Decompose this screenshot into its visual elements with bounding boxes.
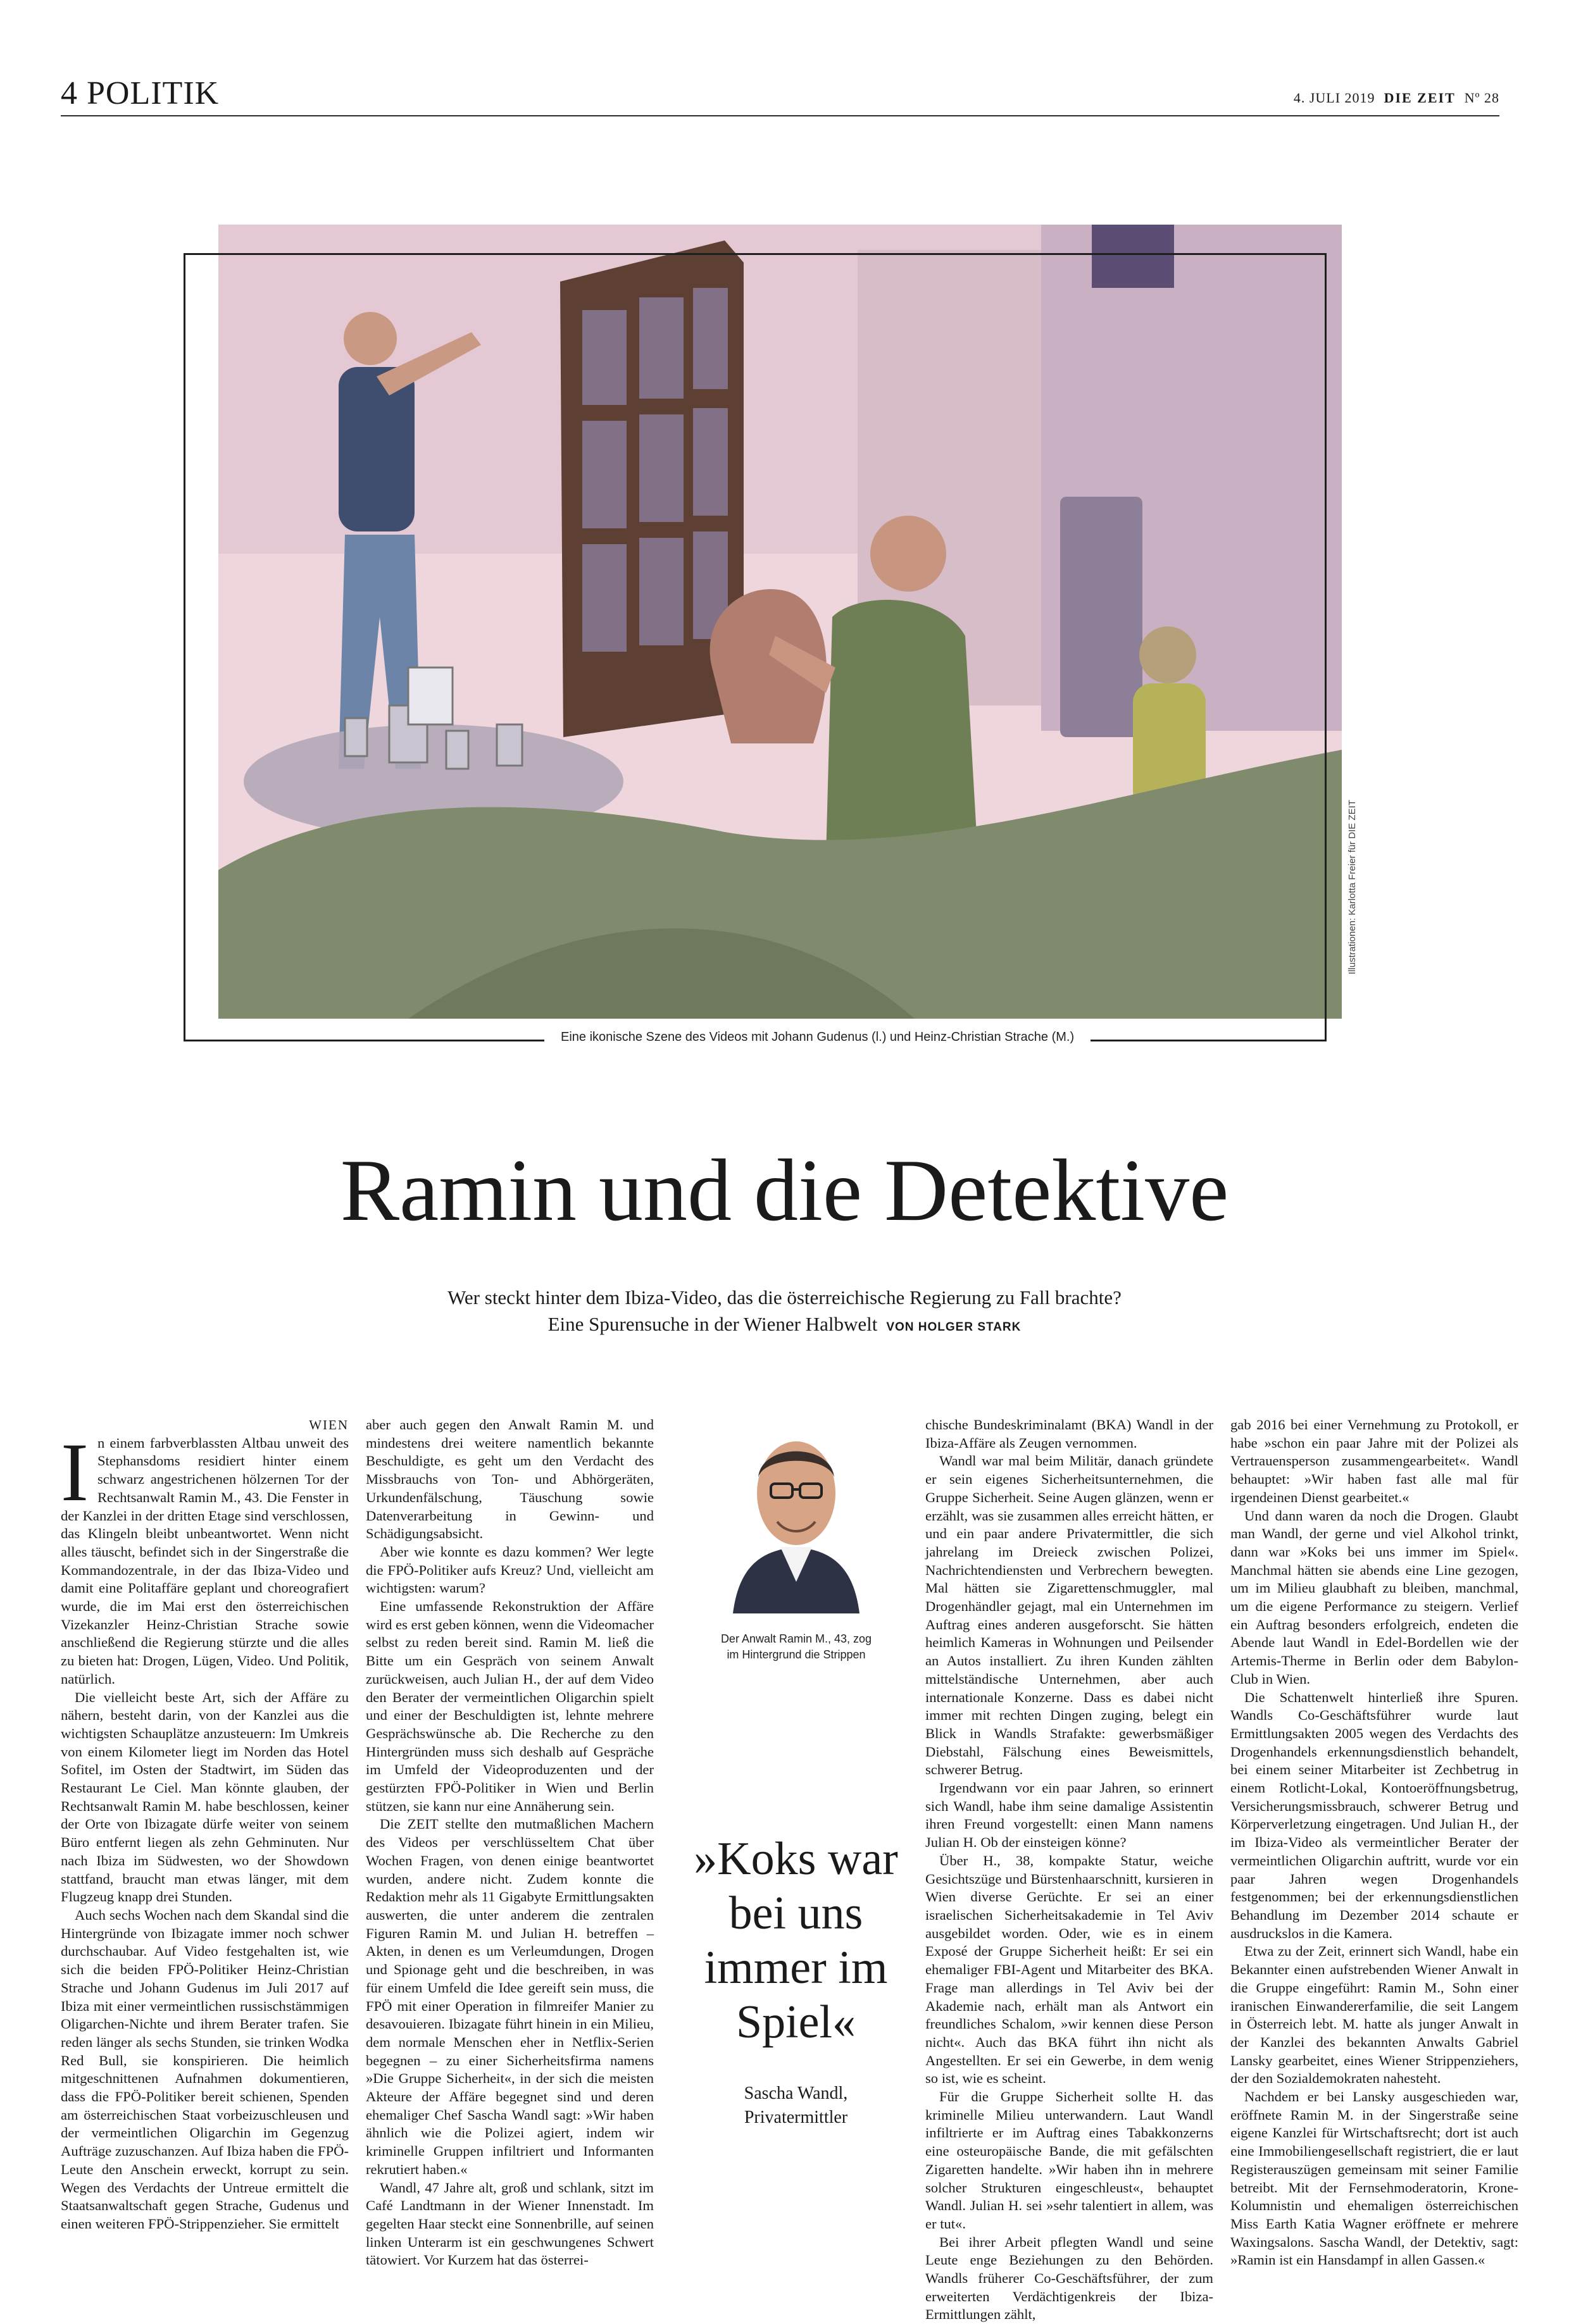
page-number: 4 (61, 75, 78, 111)
pull-quote: »Koks war bei uns immer im Spiel« (694, 1833, 898, 2048)
article-paragraph: Für die Gruppe Sicherheit sollte H. das kriminelle Milieu unterwandern. Laut Wandl infiltrierte er im Auftrag eines Tabakkonzerns eine osteuropäische Bande, die mit gefälschten Zigaretten handelte. »Wir haben ihn in mehrere solcher Strukturen eingeschleust«, behauptet Wandl. Julian H. sei »sehr talentiert in allem, was er tut«. (925, 2089, 1213, 2232)
article-paragraph: Bei ihrer Arbeit pflegten Wandl und seine Leute enge Beziehungen zu den Behörden. Wandls früherer Co-Geschäftsführer, der zum erweiterten Verdächtigenkreis der Ibiza-Ermittlungen zählt, (925, 2234, 1213, 2323)
headline: Ramin und die Detektive (340, 1141, 1229, 1240)
pull-quote-name: Sascha Wandl, (744, 2084, 848, 2103)
article-paragraph: Wandl war mal beim Militär, danach gründete er sein eigenes Sicherheitsunternehmen, die Gruppe Sicherheit. Seine Augen glänzen, wenn er erzählt, was sie zusammen alles erreicht hätten, er und ein paar andere Privatermittler, die sich jahrelang im Dreieck zwischen Polizei, Nachrichtendiensten und Verbrechern bewegten. Mal hätten sie Zigarettenschmuggler, mal Drogenhändler gejagt, mal ein Unternehmen im Auftrag eines anderen ausgeforscht. Sie hätten heimlich Kameras in Wohnungen und Peilsender an Autos installiert. Zu ihren Kunden zählten mittelständische Unternehmen, aber auch internationale Konzerne. Dass es dabei nicht immer mit rechten Dingen zuging, belegt ein Blick in Wandls Strafakte: gewerbsmäßiger Diebstahl, Fälschung eines Beweismittels, schwerer Betrug. (925, 1453, 1213, 1778)
article-column-1 (61, 1416, 349, 2234)
article-paragraph: Auch sechs Wochen nach dem Skandal sind die Hintergründe von Ibizagate immer noch schwer durchschaubar. Auf Video festgehalten ist, wie sich die beiden FPÖ-Politiker Heinz-Christian Strache und Johann Gudenus im Juli 2017 auf Ibiza mit einer vermeintlichen russischstämmigen Oligarchen-Nichte und ihrem Berater trafen. Sie reden länger als sechs Stunden, sie trinken Wodka Red Bull, sie konspirieren. Die heimlich mitgeschnittenen Aufnahmen dokumentieren, dass die FPÖ-Politiker bereit schienen, Spenden am österreichischen Staat vorbeizuschleusen und der vermeintlichen Oligarchin im Gegenzug Aufträge zuzuschanzen. Auf Ibiza haben die FPÖ-Leute den Anschein erweckt, korrupt zu sein. Wegen des Verdachts der Untreue ermittelt die Staatsanwaltschaft gegen Strache, Gudenus und einen weiteren FPÖ-Strippenzieher. Sie ermittelt (61, 1906, 349, 2232)
article-column-2 (366, 1416, 654, 2270)
issue-info (1294, 90, 1499, 106)
article-paragraph: Die vielleicht beste Art, sich der Affäre zu nähern, besteht darin, von der Kanzlei aus die wichtigsten Schauplätze anzusteuern: Im Umkreis von einem Kilometer liegt im Norden das Hotel Sofitel, im Osten der Stadtwirt, im Süden das Restaurant Le Ciel. Man könnte glauben, der Rechtsanwalt Ramin M. habe beschlossen, keiner der Orte von Ibizagate dürfe weiter von seinem Büro entfernt liegen als zehn Gehminuten. Nur nach Ibiza im Südwesten, wo der Showdown stattfand, braucht man etwas länger, mit dem Flugzeug knapp drei Stunden. (61, 1689, 349, 1905)
article-paragraph: Wandl, 47 Jahre alt, groß und schlank, sitzt im Café Landtmann in der Wiener Innenstadt. Im gegelten Haar steckt eine Sonnenbrille, auf seinen linken Unterarm ist ein geschwungenes Schwert tätowiert. Vor Kurzem hat das österrei- (366, 2179, 654, 2268)
article-paragraph: Nachdem er bei Lansky ausgeschieden war, eröffnete Ramin M. in der Singerstraße seine eigene Kanzlei für Wirtschaftsrecht; dort ist auch eine Immobiliengesellschaft registriert, die er laut Registerauszügen gemeinsam mit seiner Familie betreibt. Mit der Fernsehmoderatorin, Krone-Kolumnistin und ehemaligen österreichischen Miss Earth Katia Wagner eröffnete er mehrere Waxingsalons. Sascha Wandl, der Detektiv, sagt: »Ramin ist ein Hansdampf in allen Gassen.« (1230, 2089, 1518, 2268)
main-illustration (218, 225, 1342, 1019)
article-column-4 (1230, 1416, 1518, 2270)
portrait-caption: Der Anwalt Ramin M., 43, zog im Hintergrund die Strippen (720, 1632, 872, 1661)
drop-cap: I (61, 1425, 89, 1519)
article-paragraph: Eine umfassende Rekonstruktion der Affäre wird es erst geben können, wenn die Videomacher selbst zu reden bereit sind. Ramin M. ließ die Bitte um ein Gespräch von seinem Anwalt zurückweisen, auch Julian H., der auf dem Video den Berater der vermeintlichen Oligarchin spielt und einer der Beschuldigten ist, lehnte mehrere Gesprächswünsche ab. Die Recherche zu den Hintergründen muss sich deshalb auf Gespräche im Umfeld der Videoproduzenten und der gestürzten FPÖ-Politiker in Wien und Berlin stützen, sie kann nur eine Annäherung sein. (366, 1598, 654, 1814)
article-paragraph: Die ZEIT stellte den mutmaßlichen Machern des Videos per verschlüsseltem Chat über Wochen Fragen, von denen einige beantwortet wurden, andere nicht. Zudem konnte die Redaktion mehr als 11 Gigabyte Ermittlungsakten auswerten, die unter anderem die zentralen Figuren Ramin M. und Julian H. betreffen – Akten, in denen es um Verleumdungen, Drogen und Spionage geht und die beschreiben, in was für einem Umfeld die Idee gereift sein muss, die FPÖ mit einer Operation in filmreifer Manier zu desavouieren. Ibizagate führt hinein in ein Milieu, dem normale Menschen eher in Netflix-Serien begegnen – zu einer Sicherheitsfirma namens »Die Gruppe Sicherheit«, in der sich die meisten Akteure der Affäre begegnet sind und deren ehemaliger Chef Sascha Wandl sagt: »Wir haben ähnlich wie die Polizei agiert, indem wir kriminelle Gruppen infiltriert und Informanten rekrutiert haben.« (366, 1816, 654, 2177)
subline-1: Wer steckt hinter dem Ibiza-Video, das die österreichische Regierung zu Fall brachte? (447, 1286, 1122, 1308)
article-paragraph: Über H., 38, kompakte Statur, weiche Gesichtszüge und Bürstenhaarschnitt, kursieren in Wien diverse Gerüchte. Er sei an einer israelischen Sicherheitsakademie in Tel Aviv ausgebildet worden. Oder, wie es in einem Exposé der Gruppe Sicherheit heißt: Er sei ein ehemaliger FBI-Agent und Mitarbeiter des BKA. Frage man allerdings in Tel Aviv bei der Akademie nach, erhält man als Antwort ein freundliches Schalom, »wir kennen diese Person nicht«. Auch das BKA führt ihn nicht als Angestellten. Er sei ein Gewerbe, in dem wenig so ist, wie es scheint. (925, 1852, 1213, 2087)
illustration-credit: Illustrationen: Karlotta Freier für DIE ZEIT (1347, 800, 1358, 974)
pull-quote-role: Privatermittler (744, 2108, 848, 2127)
article-paragraph: Irgendwann vor ein paar Jahren, so erinnert sich Wandl, habe ihm seine damalige Assistentin ihren Freund vorgestellt: einen Mann namens Julian H. Ob der einsteigen könne? (925, 1780, 1213, 1851)
article-paragraph: Und dann waren da noch die Drogen. Glaubt man Wandl, der gerne und viel Alkohol trinkt, dann war »Koks bei uns immer im Spiel«. Manchmal hätten sie abends eine Line gezogen, um im Milieu glaubhaft zu bleiben, manchmal, um die eigene Performance zu steigern. Verlief ein Auftrag besonders erfolgreich, endeten die Abende laut Wandl in Edel-Bordellen wie der Artemis-Therme in Berlin oder dem Babylon-Club in Wien. (1230, 1507, 1518, 1687)
header-rule (61, 115, 1499, 116)
dateline: WIEN (309, 1417, 349, 1432)
article-paragraph (61, 1425, 349, 1689)
page-header (61, 75, 219, 112)
article-paragraph: Aber wie konnte es dazu kommen? Wer legte die FPÖ-Politiker aufs Kreuz? Und, vielleicht am wichtigsten: warum? (366, 1543, 654, 1596)
article-paragraph: Die Schattenwelt hinterließ ihre Spuren. Wandls Co-Geschäftsführer wurde laut Ermittlungsakten 2005 wegen des Verdachts des Drogenhandels erkennungsdienstlich behandelt, bei einem seiner Mitarbeiter ist Zechbetrug in einem Rotlicht-Lokal, Kontoeröffnungsbetrug, Versicherungsmissbrauch, schwerer Betrug und Körperverletzung eingetragen. Und Julian H., der im Ibiza-Video als vermeintlicher Berater der vermeintlichen Oligarchin auftritt, wurde vor ein paar Jahren wegen Drogenhandels festgenommen; bei der erkennungsdienstlichen Behandlung im Dezember 2014 schaute er ausdruckslos in die Kamera. (1230, 1689, 1518, 1941)
portrait-illustration (727, 1417, 866, 1613)
article-paragraph: aber auch gegen den Anwalt Ramin M. und mindestens drei weitere namentlich bekannte Beschuldigte, es geht um den Verdacht des Missbrauchs von Ton- und Abhörgeräten, Urkundenfälschung, Täuschung sowie Datenverarbeitung in Gewinn- und Schädigungsabsicht. (366, 1417, 654, 1542)
article-paragraph: Etwa zu der Zeit, erinnert sich Wandl, habe ein Bekannter einen aufstrebenden Wiener Anwalt in die Gruppe eingeführt: Ramin M., Sohn einer iranischen Einwandererfamilie, die seit Langem in Österreich lebt. M. hatte als junger Anwalt in der Kanzlei des bekannten Anwalts Gabriel Lansky gearbeitet, eines Wiener Strippenziehers, der den Sozialdemokraten nahesteht. (1230, 1943, 1518, 2087)
article-column-3 (925, 1416, 1213, 2324)
illustration-caption: Eine ikonische Szene des Videos mit Johann Gudenus (l.) und Heinz-Christian Strache (M.) (544, 1030, 1091, 1045)
byline: VON HOLGER STARK (886, 1320, 1022, 1334)
subline-2 (0, 1311, 1569, 1341)
subline-2-text: Eine Spurensuche in der Wiener Halbwelt (547, 1313, 878, 1335)
paragraph-text: n einem farbverblassten Altbau unweit des Stephansdoms residiert hinter einem schwarz angestrichenen hölzernen Tor der Rechtsanwalt Ramin M., 43. Die Fenster in der Kanzlei in der dritten Etage sind verschlossen, das Klingeln bleibt unbeantwortet. Wenn nicht alles täuscht, befindet sich in der Singerstraße die Kommandozentrale, in der das Ibiza-Video und damit eine Politaffäre geplant und choreografiert wurde, die im Mai erst den österreichischen Vizekanzler Heinz-Christian Strache sowie anschließend die Regierung stürzte und die alles zu bieten hat: Drogen, Lügen, Video. Und Politik, natürlich. (61, 1434, 349, 1687)
paper-name: DIE ZEIT (1384, 90, 1456, 106)
issue-date: 4. JULI 2019 (1293, 90, 1375, 106)
pull-quote-source (684, 2082, 908, 2130)
article-paragraph: gab 2016 bei einer Vernehmung zu Protokoll, er habe »schon ein paar Jahre mit der Polizei als Vertrauensperson zusammengearbeitet«. Wandl behauptet: »Wir haben fast alle mal für irgendeinen Dienst gearbeitet.« (1230, 1417, 1518, 1505)
article-paragraph: chische Bundeskriminalamt (BKA) Wandl in der Ibiza-Affäre als Zeugen vernommen. (925, 1417, 1213, 1451)
section-title: POLITIK (87, 75, 220, 111)
issue-number: Nº 28 (1464, 90, 1499, 106)
